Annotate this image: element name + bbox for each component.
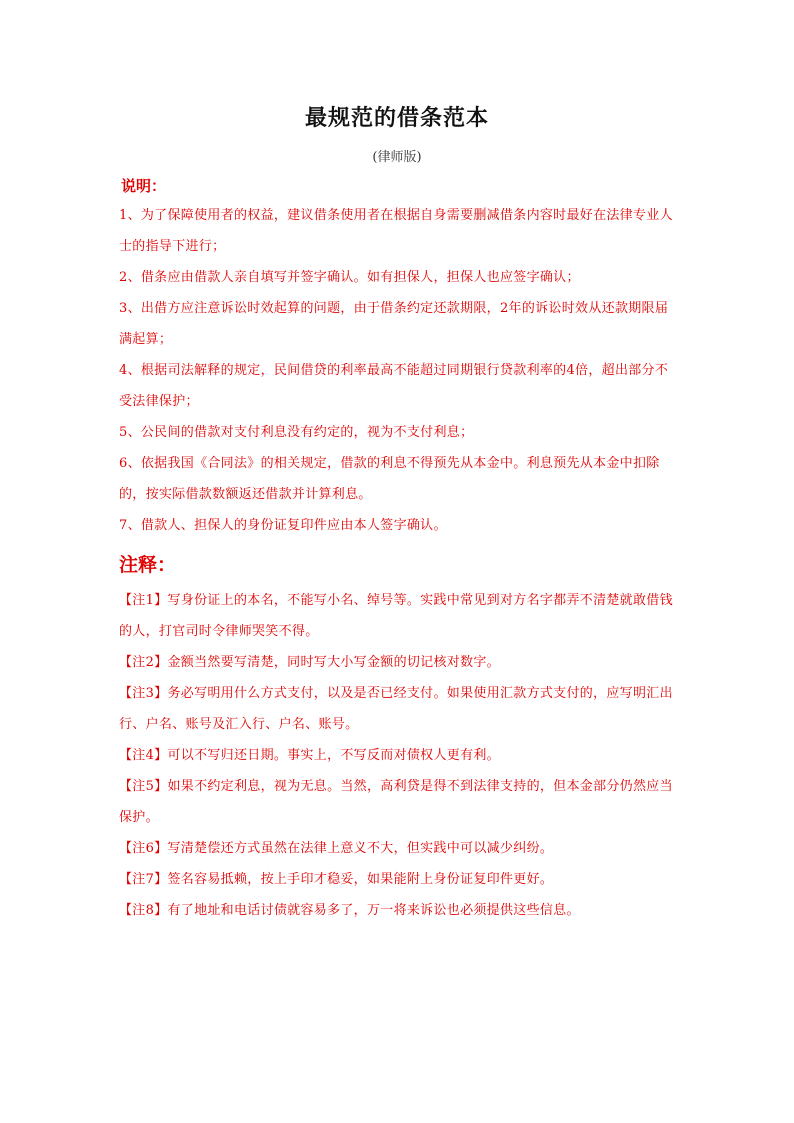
note-tag: 【注3】 bbox=[119, 686, 168, 701]
note-tag: 【注8】 bbox=[119, 903, 168, 918]
note-text: 如果不约定利息，视为无息。当然，高利贷是得不到法律支持的，但本金部分仍然应当保护。 bbox=[119, 779, 673, 825]
document-subtitle: (律师版) bbox=[372, 150, 422, 165]
explanation-item: 7、借款人、担保人的身份证复印件应由本人签字确认。 bbox=[119, 518, 447, 533]
explanation-item: 6、依据我国《合同法》的相关规定，借款的利息不得预先从本金中。利息预先从本金中扣除的，按实际借款数额返还借款并计算利息。 bbox=[119, 456, 660, 502]
note-item bbox=[119, 678, 679, 740]
note-item bbox=[119, 740, 679, 771]
note-tag: 【注4】 bbox=[119, 748, 168, 763]
note-text: 金额当然要写清楚，同时写大小写金额的切记核对数字。 bbox=[167, 655, 500, 670]
note-text: 签名容易抵赖，按上手印才稳妥，如果能附上身份证复印件更好。 bbox=[167, 872, 554, 887]
notes-list bbox=[119, 585, 679, 926]
document-title: 最规范的借条范本 bbox=[304, 105, 489, 131]
note-item bbox=[119, 771, 679, 833]
note-tag: 【注7】 bbox=[119, 872, 168, 887]
explanation-list bbox=[119, 200, 679, 541]
note-text: 有了地址和电话讨债就容易多了，万一将来诉讼也必须提供这些信息。 bbox=[167, 903, 580, 918]
explanation-item: 3、出借方应注意诉讼时效起算的问题，由于借条约定还款期限，2年的诉讼时效从还款期限届满起算； bbox=[119, 301, 669, 347]
note-text: 写身份证上的本名，不能写小名、绰号等。实践中常见到对方名字都弄不清楚就敢借钱的人，打官司时令律师哭笑不得。 bbox=[119, 593, 673, 639]
explanation-heading: 说明： bbox=[121, 177, 167, 195]
note-tag: 【注2】 bbox=[119, 655, 168, 670]
note-item bbox=[119, 864, 679, 895]
explanation-item: 2、借条应由借款人亲自填写并签字确认。如有担保人，担保人也应签字确认； bbox=[119, 270, 580, 285]
note-item bbox=[119, 895, 679, 926]
note-text: 写清楚偿还方式虽然在法律上意义不大，但实践中可以减少纠纷。 bbox=[167, 841, 554, 856]
explanation-item: 1、为了保障使用者的权益，建议借条使用者在根据自身需要删减借条内容时最好在法律专业人士的指导下进行； bbox=[119, 208, 673, 254]
note-text: 务必写明用什么方式支付，以及是否已经支付。如果使用汇款方式支付的，应写明汇出行、户名、账号及汇入行、户名、账号。 bbox=[119, 686, 673, 732]
note-tag: 【注6】 bbox=[119, 841, 168, 856]
explanation-item: 5、公民间的借款对支付利息没有约定的，视为不支付利息； bbox=[119, 425, 474, 440]
note-item bbox=[119, 833, 679, 864]
explanation-item: 4、根据司法解释的规定，民间借贷的利率最高不能超过同期银行贷款利率的4倍，超出部分不受法律保护； bbox=[119, 363, 669, 409]
note-item bbox=[119, 585, 679, 647]
notes-heading: 注释： bbox=[119, 554, 177, 576]
note-item bbox=[119, 647, 679, 678]
note-text: 可以不写归还日期。事实上，不写反而对债权人更有利。 bbox=[167, 748, 500, 763]
note-tag: 【注1】 bbox=[119, 593, 168, 608]
note-tag: 【注5】 bbox=[119, 779, 168, 794]
